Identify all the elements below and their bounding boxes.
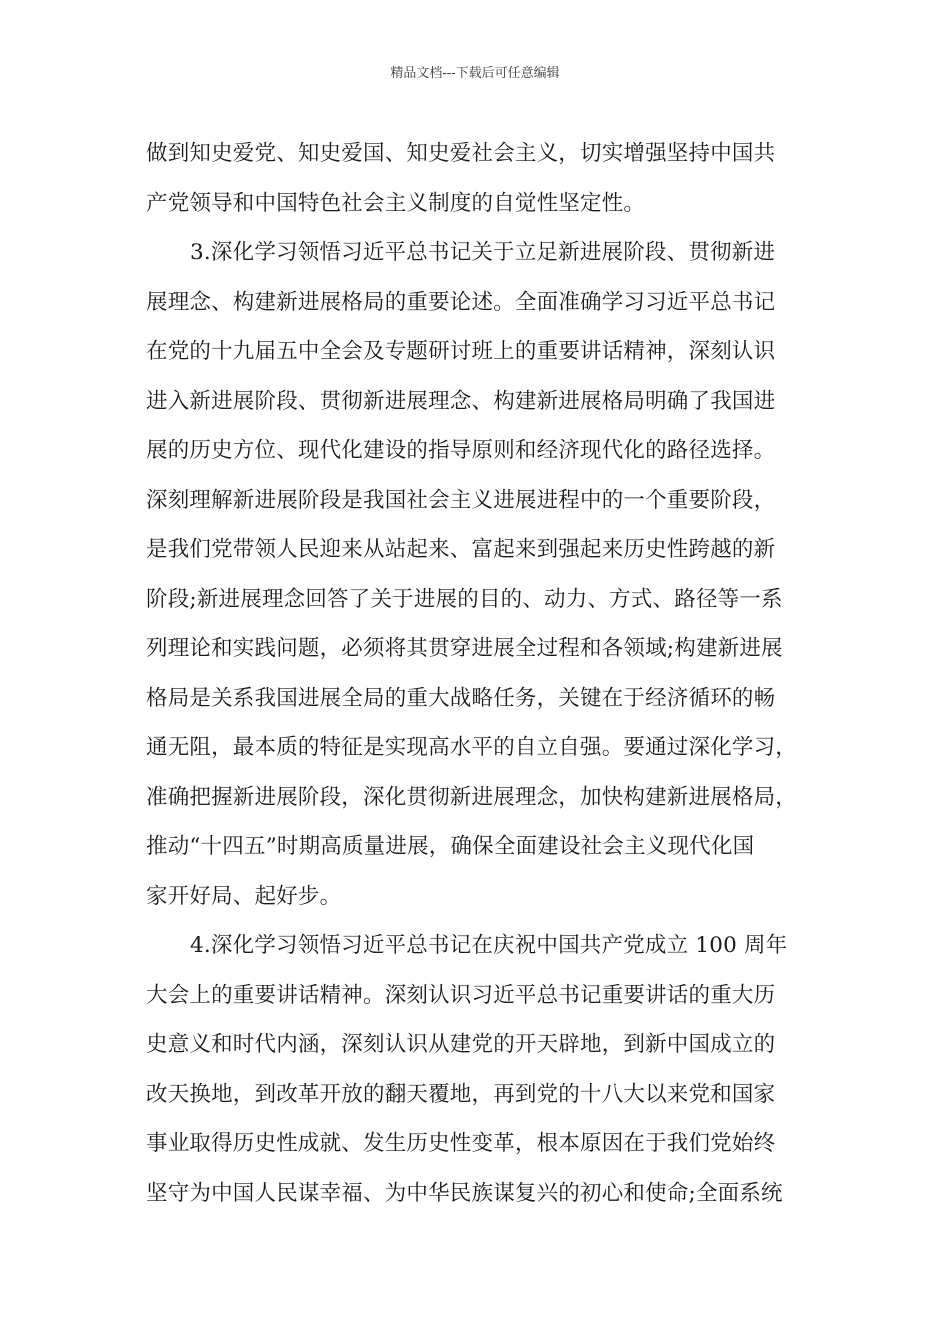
text-line: 家开好局、起好步。 (146, 883, 342, 909)
text-line: 展理念、构建新进展格局的重要论述。全面准确学习习近平总书记 (146, 289, 776, 315)
text-line: 阶段;新进展理念回答了关于进展的目的、动力、方式、路径等一系 (146, 586, 783, 612)
text-line: 大会上的重要讲话精神。深刻认识习近平总书记重要讲话的重大历 (146, 982, 776, 1008)
paragraph (146, 228, 816, 921)
text-line: 在党的十九届五中全会及专题研讨班上的重要讲话精神，深刻认识 (146, 339, 776, 364)
paragraph (146, 129, 816, 228)
text-line: 改天换地，到改革开放的翻天覆地，再到党的十八大以来党和国家 (146, 1081, 776, 1107)
document-body (146, 129, 816, 1218)
text-line: 通无阻，最本质的特征是实现高水平的自立自强。要通过深化学习， (146, 735, 798, 760)
text-line: 做到知史爱党、知史爱国、知史爱社会主义，切实增强坚持中国共 (146, 141, 776, 166)
paragraph (146, 921, 816, 1218)
text-line: 进入新进展阶段、贯彻新进展理念、构建新进展格局明确了我国进 (146, 388, 776, 414)
page-header: 精品文档---下载后可任意编辑 (390, 66, 560, 81)
text-line: 推动“十四五”时期高质量进展，确保全面建设社会主义现代化国 (146, 834, 755, 859)
text-line: 3.深化学习领悟习近平总书记关于立足新进展阶段、贯彻新进 (190, 240, 776, 265)
text-line: 深刻理解新进展阶段是我国社会主义进展进程中的一个重要阶段， (146, 487, 776, 513)
text-line: 史意义和时代内涵，深刻认识从建党的开天辟地，到新中国成立的 (146, 1032, 776, 1057)
text-line: 是我们党带领人民迎来从站起来、富起来到强起来历史性跨越的新 (146, 537, 776, 562)
text-line: 事业取得历史性成就、发生历史性变革，根本原因在于我们党始终 (146, 1131, 776, 1156)
text-line: 4.深化学习领悟习近平总书记在庆祝中国共产党成立 100 周年 (190, 933, 788, 958)
text-line: 产党领导和中国特色社会主义制度的自觉性坚定性。 (146, 190, 646, 216)
text-line: 展的历史方位、现代化建设的指导原则和经济现代化的路径选择。 (146, 438, 776, 463)
text-line: 列理论和实践问题，必须将其贯穿进展全过程和各领域;构建新进展 (146, 636, 783, 661)
text-line: 坚守为中国人民谋幸福、为中华民族谋复兴的初心和使命;全面系统 (146, 1180, 783, 1206)
text-line: 准确把握新进展阶段，深化贯彻新进展理念，加快构建新进展格局， (146, 784, 798, 810)
text-line: 格局是关系我国进展全局的重大战略任务，关键在于经济循环的畅 (146, 685, 776, 711)
